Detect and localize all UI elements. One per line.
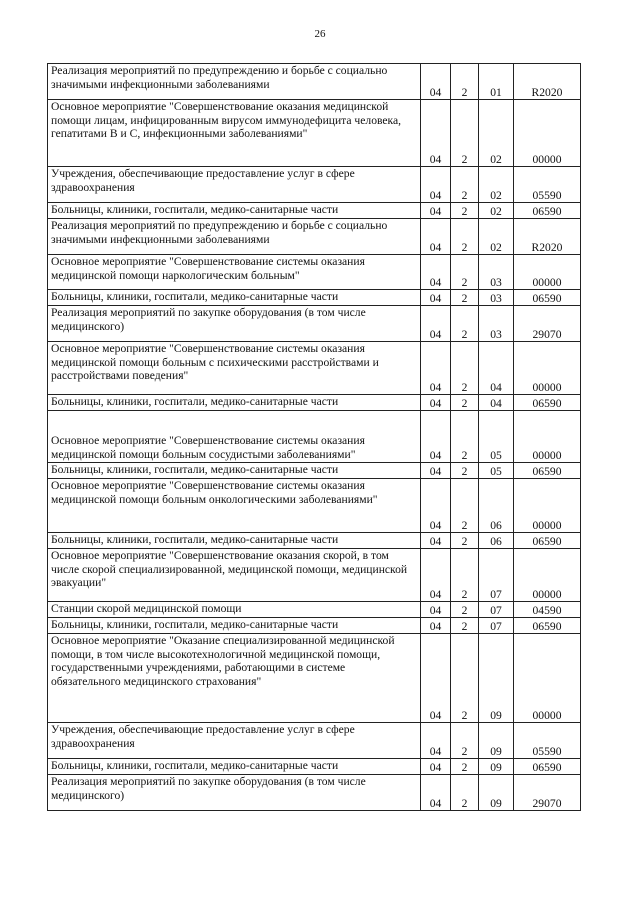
code-2: 2 bbox=[451, 219, 479, 255]
code-3: 04 bbox=[479, 342, 514, 395]
code-3: 02 bbox=[479, 219, 514, 255]
table-row bbox=[48, 290, 581, 306]
code-4: 29070 bbox=[514, 306, 581, 342]
activity-name: Больницы, клиники, госпитали, медико-санитарные части bbox=[48, 618, 421, 634]
code-1: 04 bbox=[421, 64, 451, 100]
code-2: 2 bbox=[451, 759, 479, 775]
activity-name: Больницы, клиники, госпитали, медико-санитарные части bbox=[48, 290, 421, 306]
table-row bbox=[48, 533, 581, 549]
table-row bbox=[48, 634, 581, 723]
activity-name: Реализация мероприятий по предупреждению и борьбе с социально значимыми инфекционными заболеваниями bbox=[48, 64, 421, 100]
code-1: 04 bbox=[421, 533, 451, 549]
code-1: 04 bbox=[421, 255, 451, 290]
code-4: 06590 bbox=[514, 463, 581, 479]
code-1: 04 bbox=[421, 634, 451, 723]
table-body bbox=[48, 64, 581, 811]
table-row bbox=[48, 203, 581, 219]
table-row bbox=[48, 219, 581, 255]
code-1: 04 bbox=[421, 395, 451, 411]
activity-name-text: Основное мероприятие "Совершенствование системы оказания медицинской помощи больным сосудистыми заболеваниями" bbox=[51, 434, 365, 461]
code-4: R2020 bbox=[514, 64, 581, 100]
code-1: 04 bbox=[421, 759, 451, 775]
code-1: 04 bbox=[421, 203, 451, 219]
activity-name: Больницы, клиники, госпитали, медико-санитарные части bbox=[48, 759, 421, 775]
code-4: 06590 bbox=[514, 290, 581, 306]
code-4: 29070 bbox=[514, 775, 581, 811]
code-4: 06590 bbox=[514, 759, 581, 775]
activity-name: Станции скорой медицинской помощи bbox=[48, 602, 421, 618]
code-2: 2 bbox=[451, 463, 479, 479]
code-2: 2 bbox=[451, 775, 479, 811]
code-2: 2 bbox=[451, 533, 479, 549]
table-row bbox=[48, 167, 581, 203]
table-row bbox=[48, 411, 581, 463]
code-3: 02 bbox=[479, 100, 514, 167]
code-2: 2 bbox=[451, 100, 479, 167]
activity-name: Основное мероприятие "Совершенствование системы оказания медицинской помощи больным с психическими расстройствами и расстройствами поведения" bbox=[48, 342, 421, 395]
code-2: 2 bbox=[451, 255, 479, 290]
code-2: 2 bbox=[451, 167, 479, 203]
code-1: 04 bbox=[421, 100, 451, 167]
activity-name bbox=[48, 411, 421, 463]
code-3: 05 bbox=[479, 411, 514, 463]
activity-name: Реализация мероприятий по закупке оборудования (в том числе медицинского) bbox=[48, 775, 421, 811]
code-3: 09 bbox=[479, 759, 514, 775]
code-4: 00000 bbox=[514, 411, 581, 463]
code-2: 2 bbox=[451, 602, 479, 618]
code-4: 00000 bbox=[514, 342, 581, 395]
code-3: 01 bbox=[479, 64, 514, 100]
activity-name: Учреждения, обеспечивающие предоставление услуг в сфере здравоохранения bbox=[48, 723, 421, 759]
code-2: 2 bbox=[451, 290, 479, 306]
activity-name: Больницы, клиники, госпитали, медико-санитарные части bbox=[48, 395, 421, 411]
code-2: 2 bbox=[451, 479, 479, 533]
code-3: 03 bbox=[479, 290, 514, 306]
activity-name: Учреждения, обеспечивающие предоставление услуг в сфере здравоохранения bbox=[48, 167, 421, 203]
code-3: 09 bbox=[479, 775, 514, 811]
activity-name: Основное мероприятие "Совершенствование системы оказания медицинской помощи наркологическим больным" bbox=[48, 255, 421, 290]
code-1: 04 bbox=[421, 479, 451, 533]
code-4: 00000 bbox=[514, 100, 581, 167]
code-1: 04 bbox=[421, 463, 451, 479]
code-1: 04 bbox=[421, 775, 451, 811]
code-2: 2 bbox=[451, 723, 479, 759]
code-4: 00000 bbox=[514, 634, 581, 723]
activity-name: Основное мероприятие "Оказание специализированной медицинской помощи, в том числе высокотехнологичной медицинской помощи, государственными учреждениями, работающими в системе обязательного медицинского страхования" bbox=[48, 634, 421, 723]
code-2: 2 bbox=[451, 411, 479, 463]
code-4: 00000 bbox=[514, 549, 581, 602]
code-4: 06590 bbox=[514, 395, 581, 411]
activity-name: Реализация мероприятий по предупреждению и борьбе с социально значимыми инфекционными заболеваниями bbox=[48, 219, 421, 255]
code-3: 02 bbox=[479, 167, 514, 203]
code-2: 2 bbox=[451, 64, 479, 100]
code-4: 00000 bbox=[514, 255, 581, 290]
table-row bbox=[48, 463, 581, 479]
code-1: 04 bbox=[421, 219, 451, 255]
table-row bbox=[48, 100, 581, 167]
code-3: 04 bbox=[479, 395, 514, 411]
code-4: 06590 bbox=[514, 203, 581, 219]
code-1: 04 bbox=[421, 342, 451, 395]
table-row bbox=[48, 775, 581, 811]
table-row bbox=[48, 479, 581, 533]
table-row bbox=[48, 602, 581, 618]
table-row bbox=[48, 549, 581, 602]
code-1: 04 bbox=[421, 602, 451, 618]
code-1: 04 bbox=[421, 306, 451, 342]
code-2: 2 bbox=[451, 395, 479, 411]
code-3: 05 bbox=[479, 463, 514, 479]
code-1: 04 bbox=[421, 549, 451, 602]
activity-name: Больницы, клиники, госпитали, медико-санитарные части bbox=[48, 533, 421, 549]
code-1: 04 bbox=[421, 290, 451, 306]
code-4: 04590 bbox=[514, 602, 581, 618]
code-3: 06 bbox=[479, 479, 514, 533]
code-1: 04 bbox=[421, 618, 451, 634]
table-row bbox=[48, 255, 581, 290]
code-1: 04 bbox=[421, 411, 451, 463]
code-1: 04 bbox=[421, 723, 451, 759]
code-3: 07 bbox=[479, 549, 514, 602]
code-2: 2 bbox=[451, 618, 479, 634]
budget-classification-table bbox=[47, 63, 581, 811]
code-4: 05590 bbox=[514, 167, 581, 203]
activity-name: Больницы, клиники, госпитали, медико-санитарные части bbox=[48, 203, 421, 219]
table-row bbox=[48, 723, 581, 759]
code-4: 00000 bbox=[514, 479, 581, 533]
code-3: 06 bbox=[479, 533, 514, 549]
code-4: R2020 bbox=[514, 219, 581, 255]
code-4: 05590 bbox=[514, 723, 581, 759]
table-row bbox=[48, 306, 581, 342]
table-row bbox=[48, 395, 581, 411]
code-2: 2 bbox=[451, 306, 479, 342]
code-3: 09 bbox=[479, 634, 514, 723]
code-1: 04 bbox=[421, 167, 451, 203]
code-3: 07 bbox=[479, 618, 514, 634]
code-3: 03 bbox=[479, 306, 514, 342]
code-2: 2 bbox=[451, 549, 479, 602]
activity-name: Реализация мероприятий по закупке оборудования (в том числе медицинского) bbox=[48, 306, 421, 342]
code-2: 2 bbox=[451, 203, 479, 219]
code-4: 06590 bbox=[514, 533, 581, 549]
code-3: 03 bbox=[479, 255, 514, 290]
code-2: 2 bbox=[451, 342, 479, 395]
activity-name: Основное мероприятие "Совершенствование оказания скорой, в том числе скорой специализированной, медицинской помощи, медицинской эвакуации" bbox=[48, 549, 421, 602]
table-row bbox=[48, 64, 581, 100]
activity-name: Основное мероприятие "Совершенствование системы оказания медицинской помощи больным онкологическими заболеваниями" bbox=[48, 479, 421, 533]
code-3: 07 bbox=[479, 602, 514, 618]
code-4: 06590 bbox=[514, 618, 581, 634]
table-row bbox=[48, 618, 581, 634]
activity-name: Больницы, клиники, госпитали, медико-санитарные части bbox=[48, 463, 421, 479]
code-2: 2 bbox=[451, 634, 479, 723]
page-number: 26 bbox=[314, 28, 326, 40]
activity-name: Основное мероприятие "Совершенствование оказания медицинской помощи лицам, инфицированным вирусом иммунодефицита человека, гепатитами В и С, инфекционными заболеваниями" bbox=[48, 100, 421, 167]
table-row bbox=[48, 342, 581, 395]
code-3: 02 bbox=[479, 203, 514, 219]
table-row bbox=[48, 759, 581, 775]
code-3: 09 bbox=[479, 723, 514, 759]
